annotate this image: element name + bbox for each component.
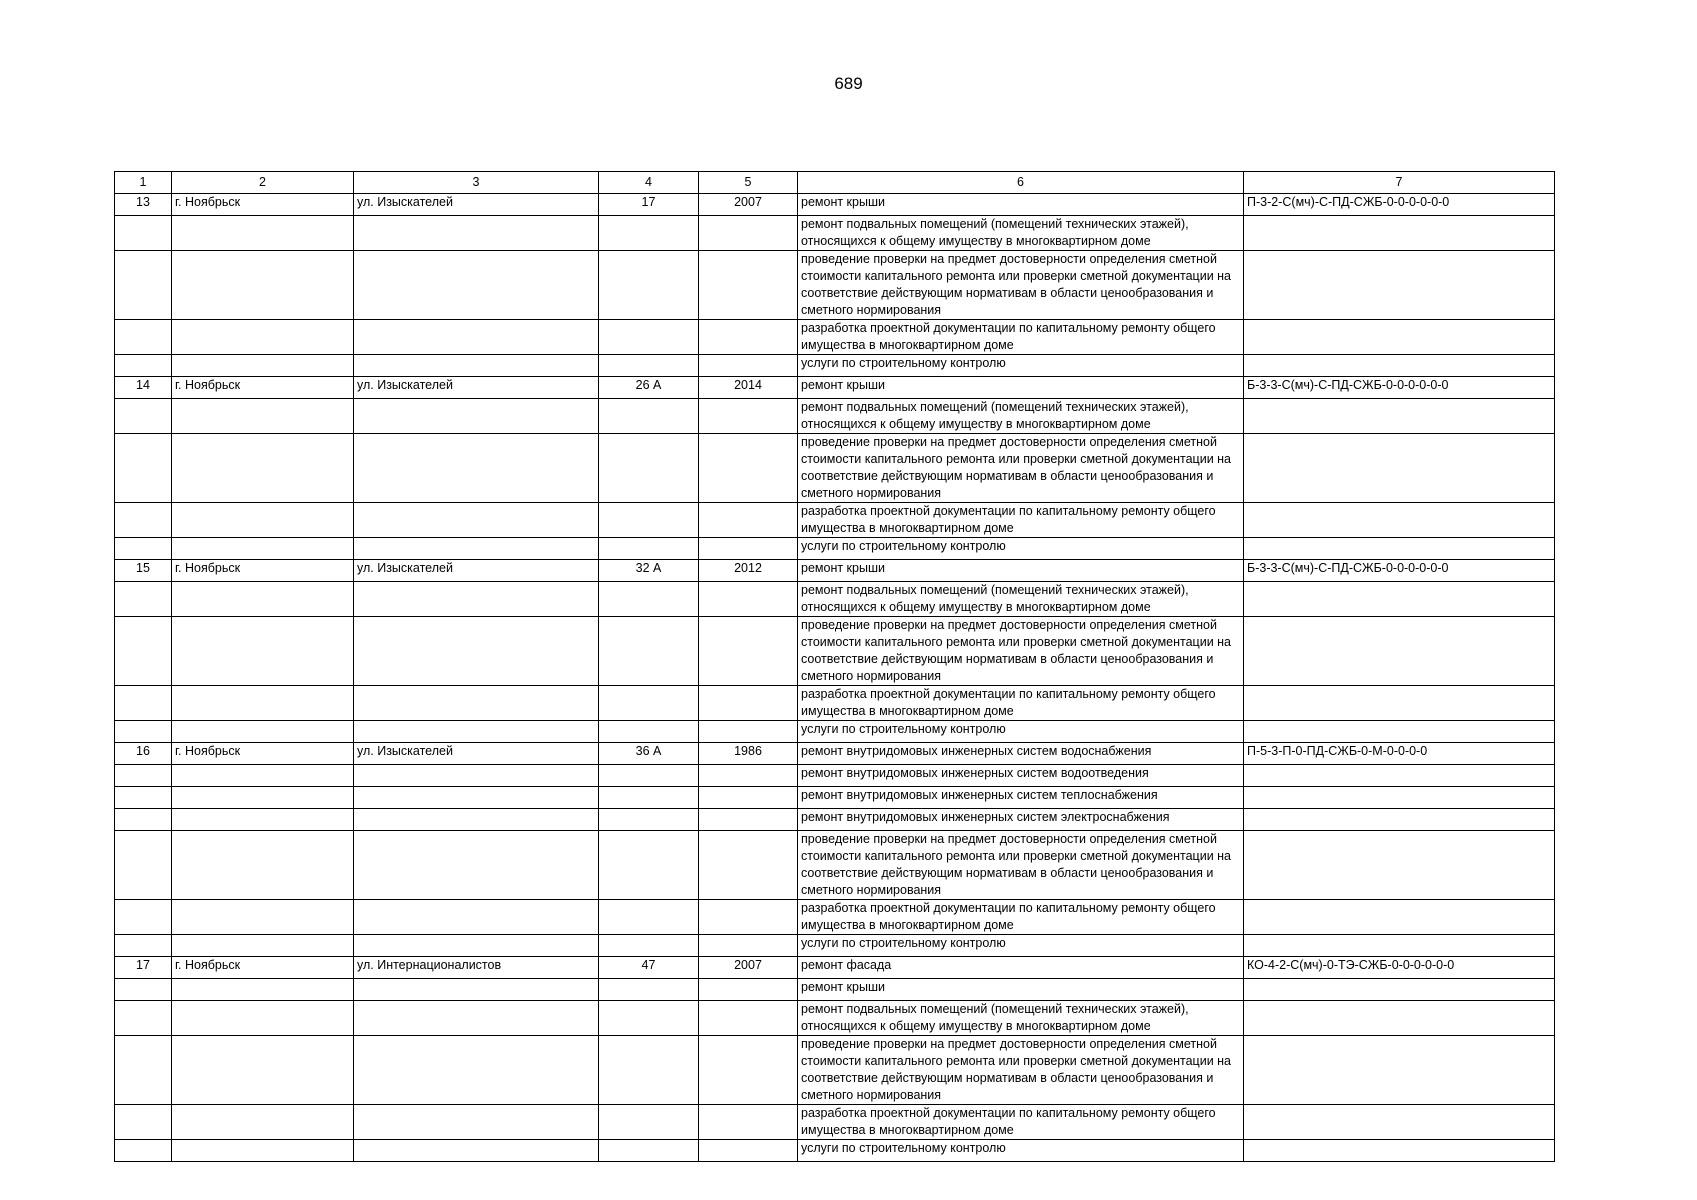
cell-street	[354, 1140, 599, 1162]
cell-street	[354, 935, 599, 957]
cell-building-code	[1244, 765, 1555, 787]
cell-year	[699, 1001, 798, 1036]
cell-row-number	[115, 721, 172, 743]
table-row	[115, 787, 1555, 809]
cell-house-number	[599, 787, 699, 809]
cell-work-type: услуги по строительному контролю	[798, 935, 1244, 957]
cell-year	[699, 721, 798, 743]
cell-row-number	[115, 1001, 172, 1036]
cell-street	[354, 503, 599, 538]
cell-city	[172, 399, 354, 434]
cell-house-number	[599, 1036, 699, 1105]
cell-year	[699, 617, 798, 686]
table-row	[115, 1001, 1555, 1036]
cell-work-type: услуги по строительному контролю	[798, 1140, 1244, 1162]
cell-work-type: ремонт внутридомовых инженерных систем водоотведения	[798, 765, 1244, 787]
cell-row-number	[115, 831, 172, 900]
cell-row-number	[115, 1036, 172, 1105]
cell-work-type: услуги по строительному контролю	[798, 538, 1244, 560]
cell-city	[172, 1001, 354, 1036]
cell-work-type: услуги по строительному контролю	[798, 721, 1244, 743]
cell-row-number	[115, 935, 172, 957]
cell-building-code	[1244, 935, 1555, 957]
cell-city	[172, 355, 354, 377]
cell-work-type: проведение проверки на предмет достоверности определения сметной стоимости капитального ремонта или проверки сметной документации на соответствие действующим нормативам в области ценообразования и сметного нормирования	[798, 434, 1244, 503]
cell-row-number	[115, 686, 172, 721]
cell-year	[699, 355, 798, 377]
table-row	[115, 216, 1555, 251]
cell-row-number: 13	[115, 194, 172, 216]
cell-house-number	[599, 979, 699, 1001]
cell-street	[354, 216, 599, 251]
cell-city	[172, 809, 354, 831]
cell-year	[699, 900, 798, 935]
cell-work-type: разработка проектной документации по капитальному ремонту общего имущества в многоквартирном доме	[798, 503, 1244, 538]
cell-year: 2007	[699, 957, 798, 979]
header-row	[115, 172, 1555, 194]
cell-year	[699, 434, 798, 503]
cell-work-type: проведение проверки на предмет достоверности определения сметной стоимости капитального ремонта или проверки сметной документации на соответствие действующим нормативам в области ценообразования и сметного нормирования	[798, 617, 1244, 686]
table-row	[115, 721, 1555, 743]
cell-city	[172, 251, 354, 320]
cell-house-number	[599, 809, 699, 831]
cell-building-code	[1244, 1105, 1555, 1140]
cell-work-type: ремонт крыши	[798, 377, 1244, 399]
cell-building-code	[1244, 216, 1555, 251]
cell-house-number	[599, 1105, 699, 1140]
header-col-7: 7	[1244, 172, 1555, 194]
table-row	[115, 320, 1555, 355]
cell-house-number: 32 А	[599, 560, 699, 582]
cell-year	[699, 503, 798, 538]
cell-street	[354, 251, 599, 320]
cell-building-code	[1244, 979, 1555, 1001]
table-row	[115, 765, 1555, 787]
table-row	[115, 743, 1555, 765]
cell-street	[354, 787, 599, 809]
cell-street	[354, 979, 599, 1001]
header-col-1: 1	[115, 172, 172, 194]
cell-year	[699, 765, 798, 787]
cell-house-number	[599, 320, 699, 355]
cell-year	[699, 1105, 798, 1140]
cell-city	[172, 1036, 354, 1105]
cell-row-number	[115, 617, 172, 686]
cell-city	[172, 787, 354, 809]
cell-city: г. Ноябрьск	[172, 560, 354, 582]
cell-year	[699, 538, 798, 560]
cell-work-type: ремонт внутридомовых инженерных систем электроснабжения	[798, 809, 1244, 831]
cell-city	[172, 935, 354, 957]
cell-street	[354, 434, 599, 503]
cell-street	[354, 1105, 599, 1140]
cell-row-number: 17	[115, 957, 172, 979]
cell-work-type: ремонт подвальных помещений (помещений технических этажей), относящихся к общему имуществу в многоквартирном доме	[798, 582, 1244, 617]
cell-city	[172, 765, 354, 787]
table-row	[115, 686, 1555, 721]
table-row	[115, 900, 1555, 935]
cell-house-number	[599, 686, 699, 721]
cell-row-number: 14	[115, 377, 172, 399]
cell-city	[172, 979, 354, 1001]
cell-street	[354, 617, 599, 686]
cell-building-code	[1244, 721, 1555, 743]
cell-city: г. Ноябрьск	[172, 377, 354, 399]
table-row	[115, 809, 1555, 831]
cell-building-code	[1244, 1001, 1555, 1036]
cell-house-number	[599, 216, 699, 251]
cell-city: г. Ноябрьск	[172, 194, 354, 216]
cell-row-number	[115, 538, 172, 560]
header-col-3: 3	[354, 172, 599, 194]
cell-work-type: проведение проверки на предмет достоверности определения сметной стоимости капитального ремонта или проверки сметной документации на соответствие действующим нормативам в области ценообразования и сметного нормирования	[798, 1036, 1244, 1105]
cell-street: ул. Изыскателей	[354, 194, 599, 216]
cell-year	[699, 251, 798, 320]
cell-building-code	[1244, 900, 1555, 935]
cell-row-number	[115, 216, 172, 251]
cell-house-number	[599, 251, 699, 320]
cell-year: 2014	[699, 377, 798, 399]
cell-house-number	[599, 721, 699, 743]
cell-city	[172, 686, 354, 721]
cell-row-number	[115, 503, 172, 538]
cell-city	[172, 582, 354, 617]
table-row	[115, 251, 1555, 320]
cell-building-code	[1244, 686, 1555, 721]
cell-year	[699, 935, 798, 957]
cell-city	[172, 1105, 354, 1140]
cell-row-number	[115, 434, 172, 503]
cell-row-number	[115, 582, 172, 617]
cell-year	[699, 979, 798, 1001]
cell-house-number	[599, 582, 699, 617]
cell-work-type: ремонт подвальных помещений (помещений технических этажей), относящихся к общему имуществу в многоквартирном доме	[798, 399, 1244, 434]
cell-row-number	[115, 251, 172, 320]
page-number: 689	[834, 74, 863, 93]
cell-building-code	[1244, 1140, 1555, 1162]
cell-work-type: ремонт подвальных помещений (помещений технических этажей), относящихся к общему имуществу в многоквартирном доме	[798, 1001, 1244, 1036]
cell-year	[699, 399, 798, 434]
cell-building-code: КО-4-2-С(мч)-0-ТЭ-СЖБ-0-0-0-0-0-0	[1244, 957, 1555, 979]
header-col-2: 2	[172, 172, 354, 194]
cell-street: ул. Изыскателей	[354, 560, 599, 582]
cell-city	[172, 503, 354, 538]
cell-house-number: 17	[599, 194, 699, 216]
table-row	[115, 194, 1555, 216]
cell-street	[354, 399, 599, 434]
cell-city	[172, 216, 354, 251]
cell-work-type: ремонт крыши	[798, 560, 1244, 582]
cell-street	[354, 1036, 599, 1105]
table-row	[115, 399, 1555, 434]
cell-city	[172, 617, 354, 686]
cell-building-code	[1244, 399, 1555, 434]
cell-building-code	[1244, 538, 1555, 560]
cell-building-code	[1244, 503, 1555, 538]
cell-year	[699, 809, 798, 831]
cell-city: г. Ноябрьск	[172, 957, 354, 979]
cell-street: ул. Интернационалистов	[354, 957, 599, 979]
cell-city	[172, 831, 354, 900]
cell-house-number	[599, 617, 699, 686]
cell-work-type: разработка проектной документации по капитальному ремонту общего имущества в многоквартирном доме	[798, 1105, 1244, 1140]
cell-year	[699, 831, 798, 900]
table-row	[115, 434, 1555, 503]
cell-row-number: 16	[115, 743, 172, 765]
cell-row-number	[115, 1140, 172, 1162]
cell-building-code	[1244, 355, 1555, 377]
cell-building-code	[1244, 831, 1555, 900]
cell-street	[354, 355, 599, 377]
cell-row-number	[115, 979, 172, 1001]
table-row	[115, 355, 1555, 377]
cell-house-number	[599, 399, 699, 434]
cell-row-number	[115, 399, 172, 434]
cell-building-code: П-3-2-С(мч)-С-ПД-СЖБ-0-0-0-0-0-0	[1244, 194, 1555, 216]
cell-building-code	[1244, 1036, 1555, 1105]
works-table	[114, 171, 1555, 1162]
cell-street	[354, 1001, 599, 1036]
cell-work-type: ремонт внутридомовых инженерных систем теплоснабжения	[798, 787, 1244, 809]
cell-row-number	[115, 765, 172, 787]
cell-year	[699, 686, 798, 721]
cell-house-number: 47	[599, 957, 699, 979]
cell-work-type: ремонт подвальных помещений (помещений технических этажей), относящихся к общему имуществу в многоквартирном доме	[798, 216, 1244, 251]
cell-row-number: 15	[115, 560, 172, 582]
cell-house-number	[599, 503, 699, 538]
header-col-6: 6	[798, 172, 1244, 194]
cell-year: 2007	[699, 194, 798, 216]
cell-year	[699, 1140, 798, 1162]
cell-house-number: 26 А	[599, 377, 699, 399]
cell-work-type: ремонт внутридомовых инженерных систем водоснабжения	[798, 743, 1244, 765]
table-body	[115, 194, 1555, 1162]
cell-house-number	[599, 900, 699, 935]
cell-row-number	[115, 900, 172, 935]
cell-row-number	[115, 320, 172, 355]
cell-house-number	[599, 434, 699, 503]
cell-work-type: разработка проектной документации по капитальному ремонту общего имущества в многоквартирном доме	[798, 900, 1244, 935]
cell-work-type: услуги по строительному контролю	[798, 355, 1244, 377]
table-row	[115, 935, 1555, 957]
cell-building-code: Б-3-3-С(мч)-С-ПД-СЖБ-0-0-0-0-0-0	[1244, 377, 1555, 399]
cell-year: 2012	[699, 560, 798, 582]
cell-year	[699, 216, 798, 251]
cell-house-number: 36 А	[599, 743, 699, 765]
cell-building-code	[1244, 251, 1555, 320]
cell-street	[354, 900, 599, 935]
cell-year: 1986	[699, 743, 798, 765]
cell-year	[699, 320, 798, 355]
cell-work-type: проведение проверки на предмет достоверности определения сметной стоимости капитального ремонта или проверки сметной документации на соответствие действующим нормативам в области ценообразования и сметного нормирования	[798, 251, 1244, 320]
cell-street	[354, 582, 599, 617]
table-row	[115, 377, 1555, 399]
table-row	[115, 1036, 1555, 1105]
cell-city	[172, 900, 354, 935]
cell-row-number	[115, 787, 172, 809]
cell-building-code	[1244, 787, 1555, 809]
cell-year	[699, 1036, 798, 1105]
cell-year	[699, 582, 798, 617]
table-row	[115, 1105, 1555, 1140]
cell-building-code	[1244, 434, 1555, 503]
cell-row-number	[115, 355, 172, 377]
cell-street	[354, 320, 599, 355]
cell-building-code	[1244, 617, 1555, 686]
cell-house-number	[599, 935, 699, 957]
cell-city	[172, 1140, 354, 1162]
cell-house-number	[599, 831, 699, 900]
table-row	[115, 1140, 1555, 1162]
cell-work-type: ремонт крыши	[798, 194, 1244, 216]
cell-building-code: Б-3-3-С(мч)-С-ПД-СЖБ-0-0-0-0-0-0	[1244, 560, 1555, 582]
cell-work-type: проведение проверки на предмет достоверности определения сметной стоимости капитального ремонта или проверки сметной документации на соответствие действующим нормативам в области ценообразования и сметного нормирования	[798, 831, 1244, 900]
header-col-4: 4	[599, 172, 699, 194]
cell-street: ул. Изыскателей	[354, 743, 599, 765]
table-row	[115, 582, 1555, 617]
cell-work-type: разработка проектной документации по капитальному ремонту общего имущества в многоквартирном доме	[798, 686, 1244, 721]
cell-year	[699, 787, 798, 809]
cell-house-number	[599, 355, 699, 377]
cell-street	[354, 765, 599, 787]
cell-row-number	[115, 809, 172, 831]
cell-building-code	[1244, 320, 1555, 355]
cell-house-number	[599, 1001, 699, 1036]
cell-house-number	[599, 538, 699, 560]
cell-house-number	[599, 1140, 699, 1162]
cell-street	[354, 538, 599, 560]
cell-street	[354, 831, 599, 900]
table-row	[115, 831, 1555, 900]
cell-city	[172, 434, 354, 503]
cell-street: ул. Изыскателей	[354, 377, 599, 399]
cell-building-code	[1244, 582, 1555, 617]
header-col-5: 5	[699, 172, 798, 194]
cell-street	[354, 721, 599, 743]
table-row	[115, 560, 1555, 582]
cell-city	[172, 721, 354, 743]
cell-building-code: П-5-3-П-0-ПД-СЖБ-0-М-0-0-0-0	[1244, 743, 1555, 765]
cell-row-number	[115, 1105, 172, 1140]
cell-city	[172, 320, 354, 355]
cell-city	[172, 538, 354, 560]
cell-work-type: ремонт фасада	[798, 957, 1244, 979]
table-row	[115, 617, 1555, 686]
table-row	[115, 979, 1555, 1001]
table-row	[115, 538, 1555, 560]
cell-house-number	[599, 765, 699, 787]
cell-building-code	[1244, 809, 1555, 831]
cell-city: г. Ноябрьск	[172, 743, 354, 765]
cell-work-type: ремонт крыши	[798, 979, 1244, 1001]
cell-street	[354, 809, 599, 831]
table-row	[115, 503, 1555, 538]
table-row	[115, 957, 1555, 979]
cell-street	[354, 686, 599, 721]
cell-work-type: разработка проектной документации по капитальному ремонту общего имущества в многоквартирном доме	[798, 320, 1244, 355]
